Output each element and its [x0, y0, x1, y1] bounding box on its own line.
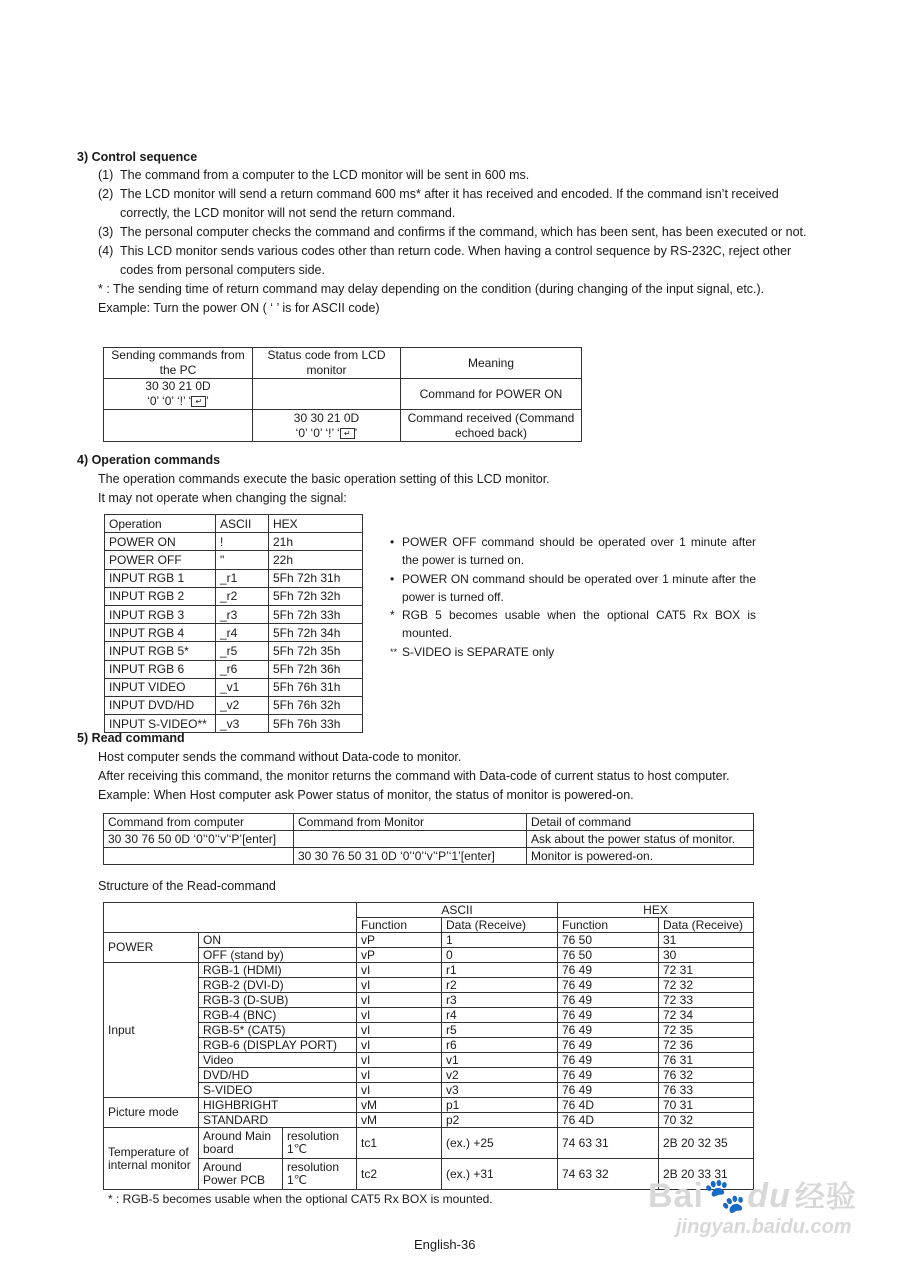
table-cell: ON — [199, 933, 357, 948]
table-cell: 72 33 — [659, 993, 754, 1008]
table-row — [104, 1008, 754, 1023]
table-cell: INPUT DVD/HD — [105, 696, 216, 714]
table-row — [105, 660, 363, 678]
table-cell: resolution 1℃ — [283, 1159, 357, 1190]
table-cell: 1 — [442, 933, 558, 948]
table-cell: 5Fh 76h 33h — [269, 715, 363, 733]
table-cell: 76 49 — [558, 1023, 659, 1038]
table-cell: Video — [199, 1053, 357, 1068]
table-row — [105, 533, 363, 551]
table-cell: _r3 — [216, 605, 269, 623]
table-header: Sending commands from the PC — [104, 348, 253, 379]
table-cell: vI — [357, 1083, 442, 1098]
table-row — [104, 963, 754, 978]
table-cell: r5 — [442, 1023, 558, 1038]
table-cell: _r6 — [216, 660, 269, 678]
table-cell: 2B 20 33 31 — [659, 1159, 754, 1190]
read-structure-table — [103, 902, 754, 1190]
table-cell: 0 — [442, 948, 558, 963]
table-cell: INPUT RGB 5* — [105, 642, 216, 660]
table-cell: RGB-2 (DVI-D) — [199, 978, 357, 993]
watermark-url: jingyan.baidu.com — [676, 1216, 852, 1238]
table-cell: 76 49 — [558, 978, 659, 993]
table-header: Function — [558, 918, 659, 933]
table-cell: p2 — [442, 1113, 558, 1128]
table-cell: 76 33 — [659, 1083, 754, 1098]
baidu-watermark: Bai🐾du 经验 — [648, 1177, 857, 1215]
table-cell: ! — [216, 533, 269, 551]
table-cell: 5Fh 72h 31h — [269, 569, 363, 587]
note-item: • POWER OFF command should be operated over 1 minute after the power is turned on. — [390, 535, 756, 568]
list-item: (1) The command from a computer to the LCD monitor will be sent in 600 ms. — [98, 168, 530, 182]
row-group-label: Input — [104, 963, 199, 1098]
table-header: Operation — [105, 515, 216, 533]
table-cell: HIGHBRIGHT — [199, 1098, 357, 1113]
row-group-label: POWER — [104, 933, 199, 963]
table-cell: 31 — [659, 933, 754, 948]
table-cell: v2 — [442, 1068, 558, 1083]
table-cell: 76 49 — [558, 963, 659, 978]
table-cell: 76 49 — [558, 1038, 659, 1053]
table-cell: 72 32 — [659, 978, 754, 993]
hex-header: HEX — [558, 903, 754, 918]
table-row — [104, 1128, 754, 1159]
operation-notes — [390, 533, 756, 661]
table-row — [104, 933, 754, 948]
table-cell: _v3 — [216, 715, 269, 733]
table-cell: RGB-5* (CAT5) — [199, 1023, 357, 1038]
table-cell: Around Main board — [199, 1128, 283, 1159]
footnote: * : RGB-5 becomes usable when the optional CAT5 Rx BOX is mounted. — [108, 1192, 493, 1206]
table-cell: Monitor is powered-on. — [527, 848, 754, 865]
table-cell: r4 — [442, 1008, 558, 1023]
read-command-intro: Host computer sends the command without Data-code to monitor. After receiving this command, the monitor returns the command with Data-code of current status to host computer. Example: When Host computer ask Power status of monitor, the status of monitor is powered-on. — [98, 750, 730, 802]
table-cell: _r4 — [216, 624, 269, 642]
table-row — [105, 642, 363, 660]
table-cell: 76 49 — [558, 1083, 659, 1098]
table-cell: 5Fh 72h 33h — [269, 605, 363, 623]
table-header: Command from computer — [104, 814, 294, 831]
section-4-title: 4) Operation commands — [77, 453, 221, 467]
table-cell: INPUT RGB 6 — [105, 660, 216, 678]
table-row — [104, 1053, 754, 1068]
ascii-header: ASCII — [357, 903, 558, 918]
table-cell — [294, 831, 527, 848]
table-cell: 5Fh 76h 31h — [269, 678, 363, 696]
enter-key-icon: ↵ — [340, 428, 355, 439]
table-cell: Ask about the power status of monitor. — [527, 831, 754, 848]
table-row — [104, 1068, 754, 1083]
table-cell: vP — [357, 948, 442, 963]
paw-icon: 🐾 — [703, 1177, 748, 1215]
timing-note: * : The sending time of return command may delay depending on the condition (during changing of the input signal, etc.). — [98, 282, 765, 296]
table-cell: 30 30 76 50 0D ‘0’‘0’‘v’‘P’[enter] — [104, 831, 294, 848]
control-sequence-list — [98, 166, 822, 318]
table-row — [105, 569, 363, 587]
table-cell: vI — [357, 1068, 442, 1083]
list-item: (3) The personal computer checks the command and confirms if the command, which has been sent, has been executed or not. — [98, 225, 807, 239]
table-cell: 76 49 — [558, 1068, 659, 1083]
operation-commands-table — [104, 514, 363, 733]
table-cell: v3 — [442, 1083, 558, 1098]
table-cell: 72 31 — [659, 963, 754, 978]
table-cell: 72 35 — [659, 1023, 754, 1038]
table-cell: 76 50 — [558, 933, 659, 948]
table-cell: (ex.) +25 — [442, 1128, 558, 1159]
table-cell: DVD/HD — [199, 1068, 357, 1083]
table-cell: 5Fh 72h 35h — [269, 642, 363, 660]
section-3-title: 3) Control sequence — [77, 150, 198, 164]
operation-intro: The operation commands execute the basic operation setting of this LCD monitor. It may not operate when changing the signal: — [98, 472, 550, 505]
table-cell: 72 36 — [659, 1038, 754, 1053]
enter-key-icon: ↵ — [191, 396, 206, 407]
table-cell: _r1 — [216, 569, 269, 587]
table-row — [105, 605, 363, 623]
table-cell: vI — [357, 1023, 442, 1038]
table-header: Data (Receive) — [659, 918, 754, 933]
read-example-table — [103, 813, 754, 865]
table-cell: Command received (Command echoed back) — [401, 410, 582, 442]
table-cell: vI — [357, 963, 442, 978]
table-header: Command from Monitor — [294, 814, 527, 831]
note-item: ** S-VIDEO is SEPARATE only — [390, 644, 555, 659]
table-cell: _v1 — [216, 678, 269, 696]
table-row — [104, 978, 754, 993]
table-cell: 70 31 — [659, 1098, 754, 1113]
table-row — [104, 993, 754, 1008]
table-cell: RGB-4 (BNC) — [199, 1008, 357, 1023]
table-cell: _v2 — [216, 696, 269, 714]
table-cell: r3 — [442, 993, 558, 1008]
table-row — [105, 624, 363, 642]
table-cell: INPUT RGB 2 — [105, 587, 216, 605]
table-cell: INPUT RGB 3 — [105, 605, 216, 623]
table-header: ASCII — [216, 515, 269, 533]
table-cell: 5Fh 72h 36h — [269, 660, 363, 678]
table-cell: vM — [357, 1098, 442, 1113]
table-cell: 76 4D — [558, 1113, 659, 1128]
table-cell: 5Fh 72h 32h — [269, 587, 363, 605]
table-row — [104, 1098, 754, 1113]
table-cell: INPUT RGB 1 — [105, 569, 216, 587]
table-header: Function — [357, 918, 442, 933]
table-row — [105, 515, 363, 533]
table-cell: r2 — [442, 978, 558, 993]
table-cell: vI — [357, 978, 442, 993]
table-cell: 21h — [269, 533, 363, 551]
table-header: Status code from LCD monitor — [253, 348, 401, 379]
table-row — [104, 1083, 754, 1098]
table-cell: _r2 — [216, 587, 269, 605]
table-cell: 76 49 — [558, 993, 659, 1008]
table-cell: (ex.) +31 — [442, 1159, 558, 1190]
table-cell: vI — [357, 1038, 442, 1053]
table-row — [105, 678, 363, 696]
table-cell: p1 — [442, 1098, 558, 1113]
table-cell: RGB-1 (HDMI) — [199, 963, 357, 978]
table-cell: 30 30 21 0D ‘0’ ‘0’ ‘!’ ‘ ↵ ’ — [253, 410, 401, 442]
table-cell — [104, 410, 253, 442]
table-cell: r6 — [442, 1038, 558, 1053]
table-cell: STANDARD — [199, 1113, 357, 1128]
table-row — [104, 1023, 754, 1038]
table-cell: vM — [357, 1113, 442, 1128]
table-cell: 30 — [659, 948, 754, 963]
table-cell: _r5 — [216, 642, 269, 660]
table-cell: vI — [357, 1008, 442, 1023]
table-cell: RGB-3 (D-SUB) — [199, 993, 357, 1008]
table-cell: tc1 — [357, 1128, 442, 1159]
table-cell: 76 49 — [558, 1008, 659, 1023]
table-row — [104, 1113, 754, 1128]
list-item: (2) The LCD monitor will send a return command 600 ms* after it has received and encoded. If the command isn’t received correctly, the LCD monitor will not send the return command. — [98, 187, 779, 220]
structure-title: Structure of the Read-command — [98, 879, 276, 893]
list-item: (4) This LCD monitor sends various codes other than return code. When having a control sequence by RS-232C, reject other codes from personal computers side. — [98, 244, 792, 277]
table-cell: 70 32 — [659, 1113, 754, 1128]
table-cell: 72 34 — [659, 1008, 754, 1023]
table-row — [104, 948, 754, 963]
row-group-label: Temperature of internal monitor — [104, 1128, 199, 1190]
table-cell: INPUT S-VIDEO** — [105, 715, 216, 733]
table-cell: vP — [357, 933, 442, 948]
table-header: HEX — [269, 515, 363, 533]
section-5-title: 5) Read command — [77, 731, 185, 745]
table-cell: POWER OFF — [105, 551, 216, 569]
table-header: Detail of command — [527, 814, 754, 831]
table-cell: 76 50 — [558, 948, 659, 963]
table-cell: 5Fh 72h 34h — [269, 624, 363, 642]
page-number: English-36 — [414, 1237, 476, 1252]
row-group-label: Picture mode — [104, 1098, 199, 1128]
table-cell: Around Power PCB — [199, 1159, 283, 1190]
table-cell: v1 — [442, 1053, 558, 1068]
table-cell: 30 30 21 0D ‘0’ ‘0’ ‘!’ ‘ ↵ ’ — [104, 379, 253, 410]
table-cell: resolution 1℃ — [283, 1128, 357, 1159]
table-cell: 76 32 — [659, 1068, 754, 1083]
table-cell: " — [216, 551, 269, 569]
table-row — [105, 587, 363, 605]
table-cell: S-VIDEO — [199, 1083, 357, 1098]
table-cell: 76 4D — [558, 1098, 659, 1113]
table-cell — [253, 379, 401, 410]
table-cell: 5Fh 76h 32h — [269, 696, 363, 714]
table-cell: r1 — [442, 963, 558, 978]
example-line: Example: Turn the power ON ( ‘ ’ is for ASCII code) — [98, 301, 380, 315]
table-cell: 74 63 32 — [558, 1159, 659, 1190]
table-cell: vI — [357, 993, 442, 1008]
table-cell: OFF (stand by) — [199, 948, 357, 963]
table-cell: 22h — [269, 551, 363, 569]
table-cell: RGB-6 (DISPLAY PORT) — [199, 1038, 357, 1053]
table-cell — [104, 848, 294, 865]
table-cell: INPUT VIDEO — [105, 678, 216, 696]
table-header: Data (Receive) — [442, 918, 558, 933]
table-cell: 30 30 76 50 31 0D ‘0’‘0’‘v’‘P’‘1’[enter] — [294, 848, 527, 865]
table-cell: tc2 — [357, 1159, 442, 1190]
note-item: * RGB 5 becomes usable when the optional CAT5 Rx BOX is mounted. — [390, 608, 756, 641]
table-row — [105, 551, 363, 569]
table-cell: Command for POWER ON — [401, 379, 582, 410]
control-example-table — [103, 347, 582, 442]
table-cell: 74 63 31 — [558, 1128, 659, 1159]
table-row — [105, 696, 363, 714]
table-cell: 76 31 — [659, 1053, 754, 1068]
table-cell: INPUT RGB 4 — [105, 624, 216, 642]
table-cell: 2B 20 32 35 — [659, 1128, 754, 1159]
note-item: • POWER ON command should be operated over 1 minute after the power is turned off. — [390, 571, 756, 604]
table-header: Meaning — [401, 348, 582, 379]
table-cell: vI — [357, 1053, 442, 1068]
table-cell: 76 49 — [558, 1053, 659, 1068]
table-row — [104, 1038, 754, 1053]
table-cell: POWER ON — [105, 533, 216, 551]
